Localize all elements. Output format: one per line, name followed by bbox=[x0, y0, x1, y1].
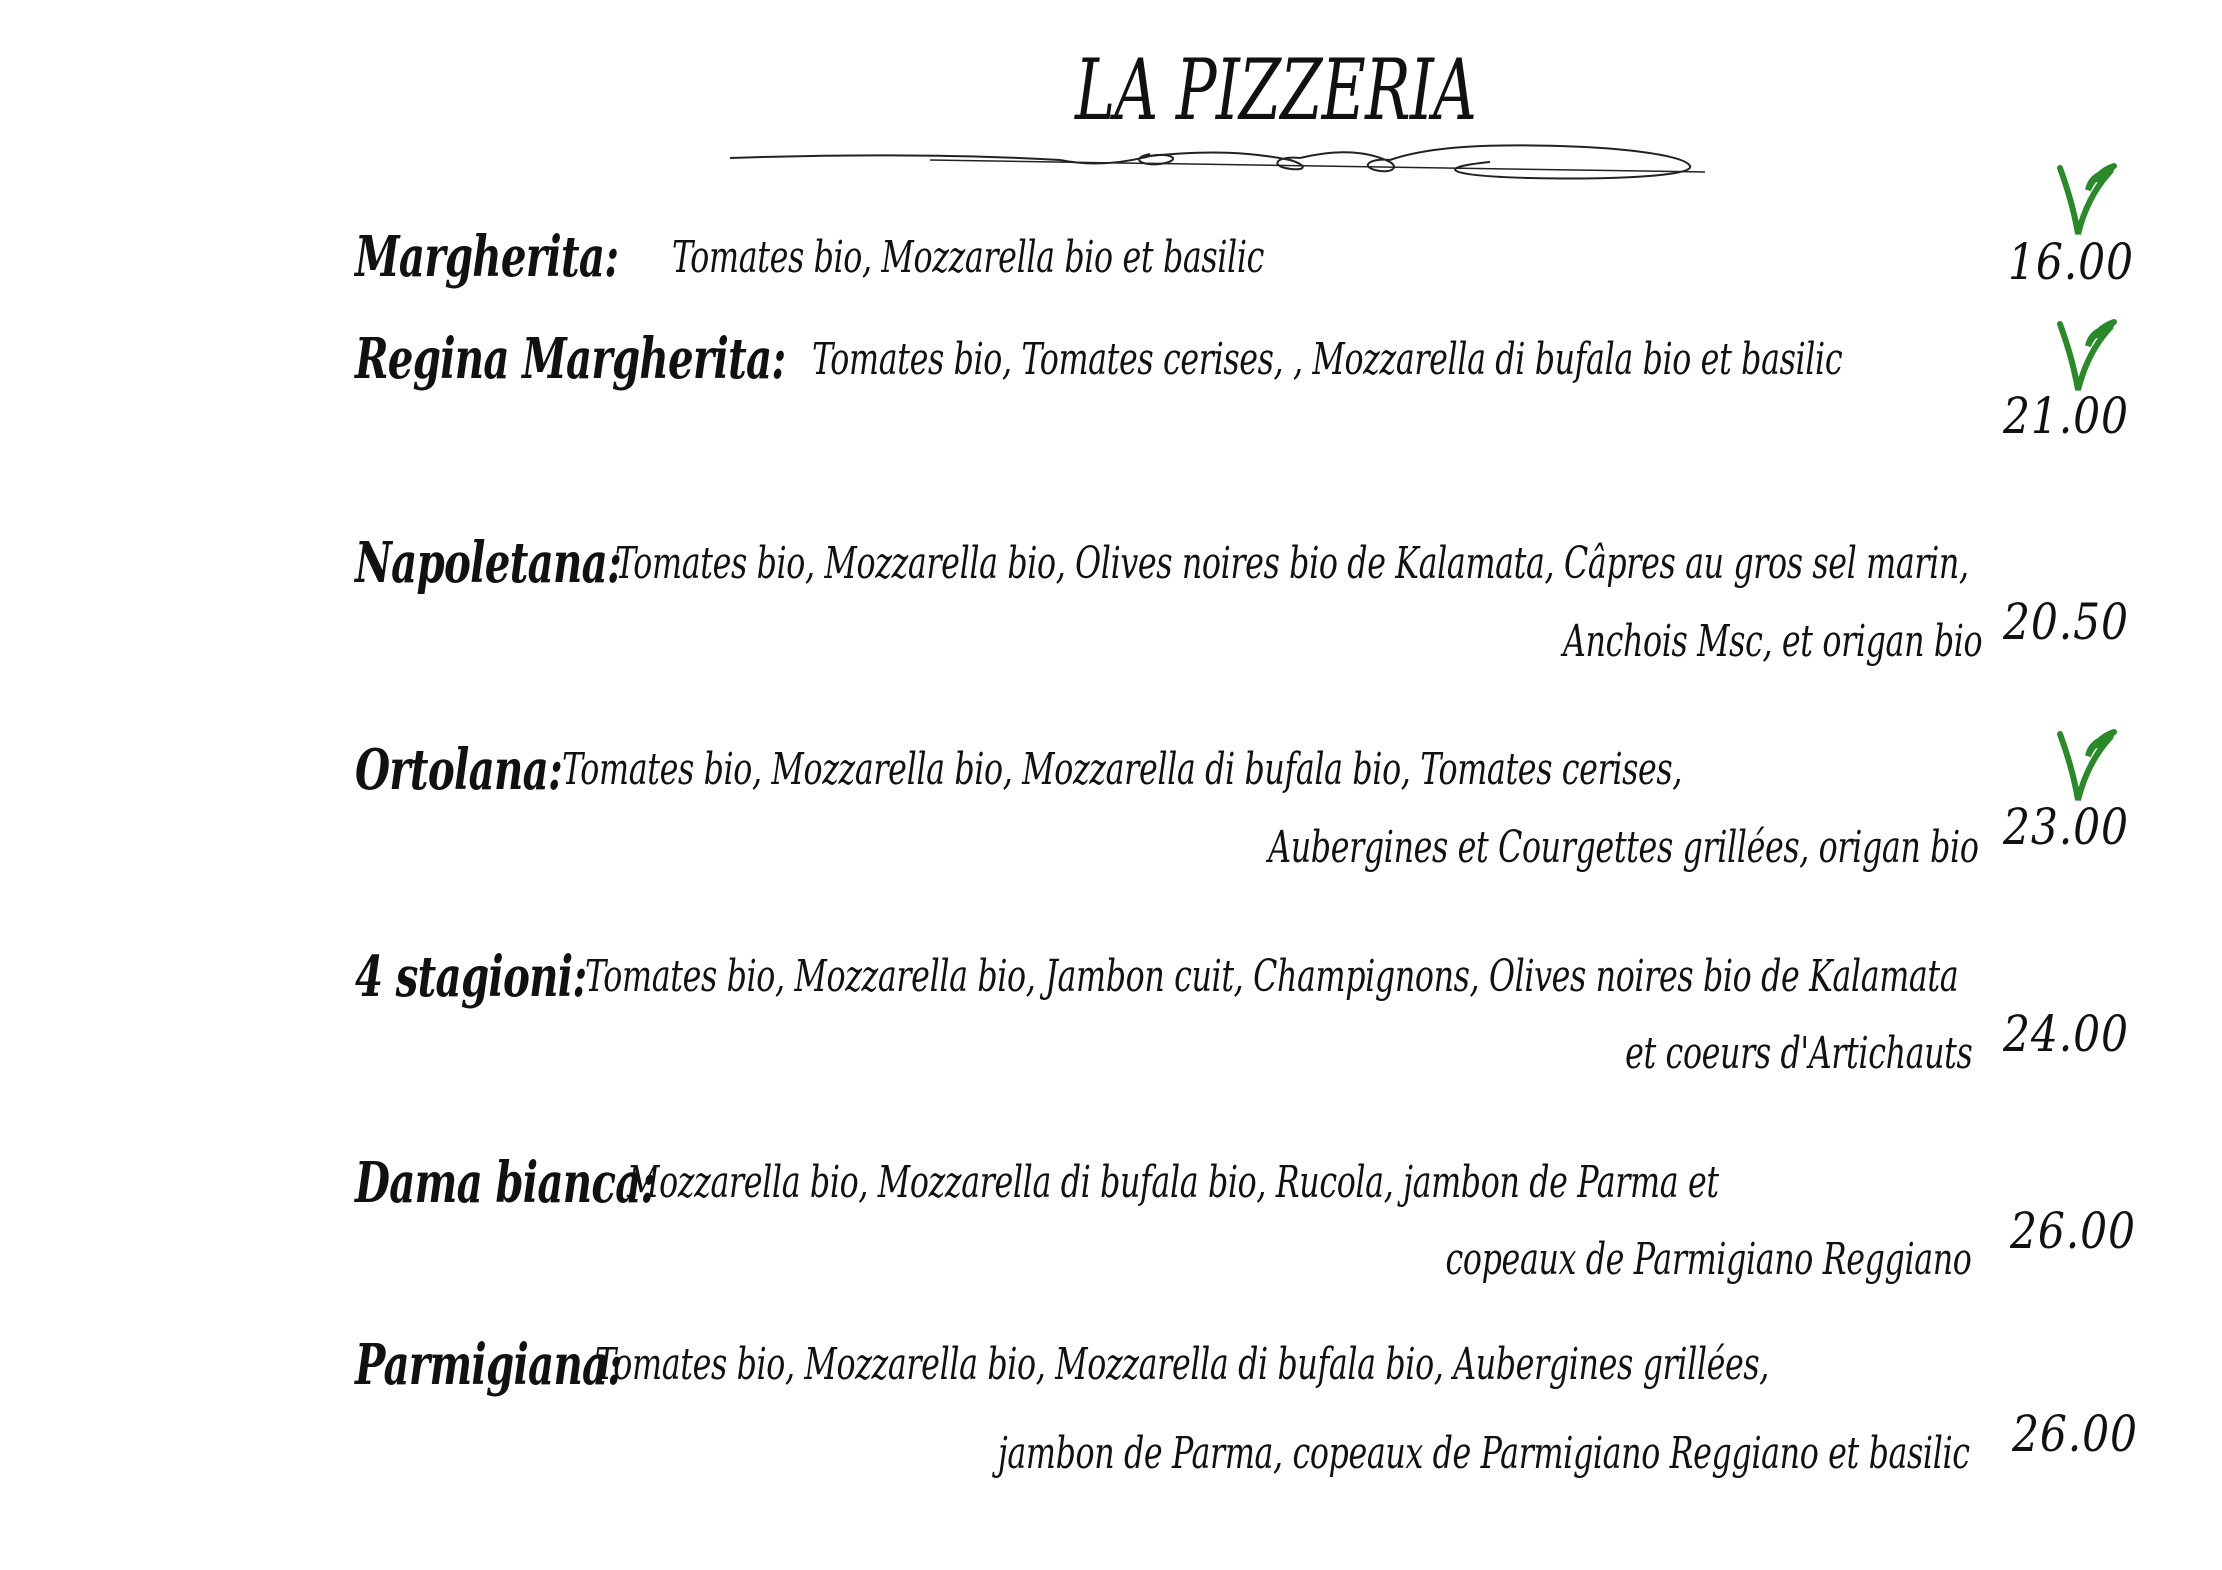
item-name: Parmigiana: bbox=[355, 1332, 622, 1398]
item-name: 4 stagioni: bbox=[355, 944, 587, 1010]
item-description-line: Tomates bio, Mozzarella bio, Jambon cuit, Champignons, Olives noires bio de Kalamata bbox=[585, 951, 1959, 1002]
leaf-v-icon bbox=[2050, 316, 2120, 396]
item-description-line: Tomates bio, Mozzarella bio, Mozzarella di bufala bio, Aubergines grillées, bbox=[595, 1339, 1769, 1390]
item-name: Regina Margherita: bbox=[355, 326, 786, 392]
item-description-line: Tomates bio, Mozzarella bio, Olives noires bio de Kalamata, Câpres au gros sel marin, bbox=[615, 538, 1969, 589]
item-name: Ortolana: bbox=[355, 737, 563, 803]
item-description-line: Tomates bio, Tomates cerises, , Mozzarella di bufala bio et basilic bbox=[812, 334, 1843, 385]
item-price: 16.00 bbox=[2008, 233, 2134, 291]
item-name: Napoletana: bbox=[355, 530, 622, 596]
item-price: 23.00 bbox=[2003, 798, 2129, 856]
item-description-line: copeaux de Parmigiano Reggiano bbox=[1446, 1234, 1972, 1285]
item-price: 21.00 bbox=[2003, 387, 2129, 445]
item-price: 24.00 bbox=[2003, 1005, 2129, 1063]
item-description-line: Tomates bio, Mozzarella bio et basilic bbox=[672, 232, 1264, 283]
item-description-line: Tomates bio, Mozzarella bio, Mozzarella di bufala bio, Tomates cerises, bbox=[562, 744, 1683, 795]
item-name: Margherita: bbox=[355, 224, 619, 290]
leaf-v-icon bbox=[2050, 160, 2120, 240]
flourish-divider-icon bbox=[730, 138, 1705, 188]
item-description-line: Aubergines et Courgettes grillées, origan bio bbox=[1268, 822, 1979, 873]
page-title: LA PIZZERIA bbox=[1075, 41, 1477, 139]
item-description-line: jambon de Parma, copeaux de Parmigiano Reggiano et basilic bbox=[998, 1428, 1970, 1479]
item-price: 26.00 bbox=[2012, 1405, 2138, 1463]
item-description-line: Anchois Msc, et origan bio bbox=[1562, 616, 1982, 667]
item-price: 20.50 bbox=[2003, 593, 2129, 651]
item-price: 26.00 bbox=[2010, 1202, 2136, 1260]
leaf-v-icon bbox=[2050, 726, 2120, 806]
item-name: Dama bianca: bbox=[355, 1150, 655, 1216]
item-description-line: Mozzarella bio, Mozzarella di bufala bio, Rucola, jambon de Parma et bbox=[627, 1157, 1719, 1208]
item-description-line: et coeurs d'Artichauts bbox=[1624, 1028, 1972, 1079]
